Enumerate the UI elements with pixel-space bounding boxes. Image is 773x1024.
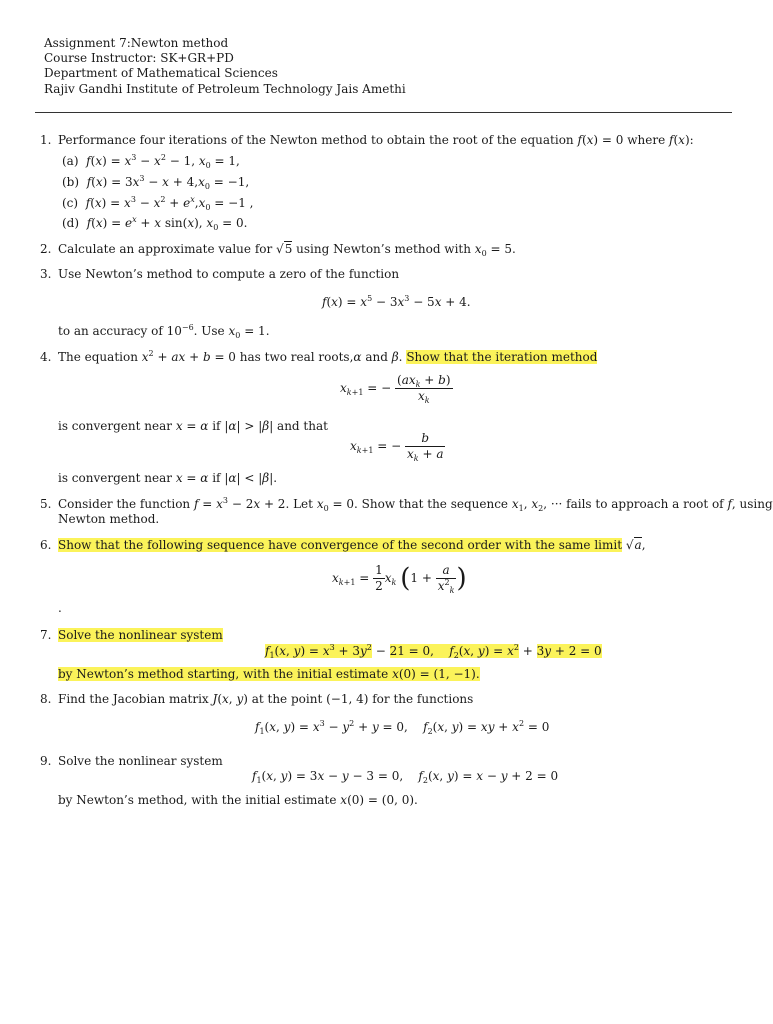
q7-estimate: by Newton’s method starting, with the initial estimate x(0) = (1, −1).: [58, 667, 480, 681]
q2-number: 2.: [40, 242, 52, 256]
q4-highlight: Show that the iteration method: [406, 350, 598, 364]
q1-part-b: (b) $f(x) = 3x^3 - x + 4,x_0 = -1$,: [62, 174, 250, 191]
header-title: Assignment 7:Newton method: [44, 36, 229, 50]
q9-system: $f_1(x$, y) = 3x − y − 3 = 0, $f_2(x$, y) = x − y + 2 = 0: [252, 769, 559, 785]
header-instructor: Course Instructor: SK+GR+PD: [44, 51, 234, 65]
q4-text: The equation $x^2$ + ax + b = 0 has two real roots,α and β. Show that the iteration method: [58, 349, 598, 364]
q1-text: Performance four iterations of the Newton method to obtain the root of the equation f(x) = 0 where f(x):: [58, 133, 694, 147]
q3-function: $f(x) = x^5 - 3x^3 - 5x + 4$.: [322, 294, 471, 309]
q8-functions: $f_1(x$, $y) = x^3 - y^2 + y = 0$, $f_2(x$, y) = xy + $x^2 = 0$: [255, 719, 550, 736]
q9-number: 9.: [40, 754, 52, 768]
q8-text: Find the Jacobian matrix J(x, y) at the point (−1, 4) for the functions: [58, 692, 474, 706]
q4-iteration-2: $x_{k+1}$ = − $\frac{b}{x_k + a}$: [350, 431, 444, 463]
q4-conv-2: is convergent near x = α if |α| < |β|.: [58, 471, 278, 485]
q1-part-d: (d) $f(x) = e^x + x$ sin(x), $x_0 = 0$.: [62, 215, 248, 232]
header-divider: [35, 112, 732, 113]
q1-part-c: (c) $f(x) = x^3 - x^2 + e^x,x_0 = -1$ ,: [62, 195, 254, 212]
q3-text: Use Newton’s method to compute a zero of the function: [58, 267, 400, 281]
q4-number: 4.: [40, 350, 52, 364]
header-institute: Rajiv Gandhi Institute of Petroleum Technology Jais Amethi: [44, 82, 406, 96]
q9-estimate: by Newton’s method, with the initial estimate x(0) = (0, 0).: [58, 793, 418, 807]
q6-number: 6.: [40, 538, 52, 552]
header-department: Department of Mathematical Sciences: [44, 66, 278, 80]
q5-text: Consider the function $f = x^3 - 2x + 2$. Let $x_0 = 0$. Show that the sequence $x_1$, $x_2$, ··· fails to approach a root of f, using: [58, 496, 773, 513]
q4-conv-1: is convergent near x = α if |α| > |β| and that: [58, 419, 328, 433]
q7-system: $f_1(x$, $y) = x^3 + 3y^2 - 21 = 0$, $f_2(x$, $y) = x^2 + 3y + 2 = 0$: [265, 643, 602, 660]
q2-text: Calculate an approximate value for √5 using Newton’s method with $x_0 = 5$.: [58, 242, 516, 258]
q6-text: Show that the following sequence have convergence of the second order with the same limit √a,: [58, 538, 646, 552]
q9-text: Solve the nonlinear system: [58, 754, 223, 768]
q1-part-a: (a) $f(x) = x^3 - x^2 - 1$, $x_0 = 1$,: [62, 153, 240, 170]
q1-number: 1.: [40, 133, 52, 147]
q4-iteration-1: $x_{k+1}$ = − $\frac{(ax_k + b)}{x_k}$: [340, 373, 451, 405]
q7-number: 7.: [40, 628, 52, 642]
q7-highlight: Solve the nonlinear system: [58, 628, 223, 642]
q6-iteration: $x_{k+1}$ = $\frac{1}{2}$ $x_k$ (1 + $\frac{a}{x^2_k}$ ): [332, 563, 467, 595]
q5-text-line2: Newton method.: [58, 512, 160, 526]
q3-accuracy: to an accuracy of $10^{-6}$. Use $x_0 = 1$.: [58, 323, 270, 340]
q6-dot: .: [58, 601, 62, 615]
q3-number: 3.: [40, 267, 52, 281]
q5-number: 5.: [40, 497, 52, 511]
q7-text: [58, 628, 223, 642]
q6-highlight: Show that the following sequence have convergence of the second order with the same limit: [58, 538, 623, 552]
q8-number: 8.: [40, 692, 52, 706]
